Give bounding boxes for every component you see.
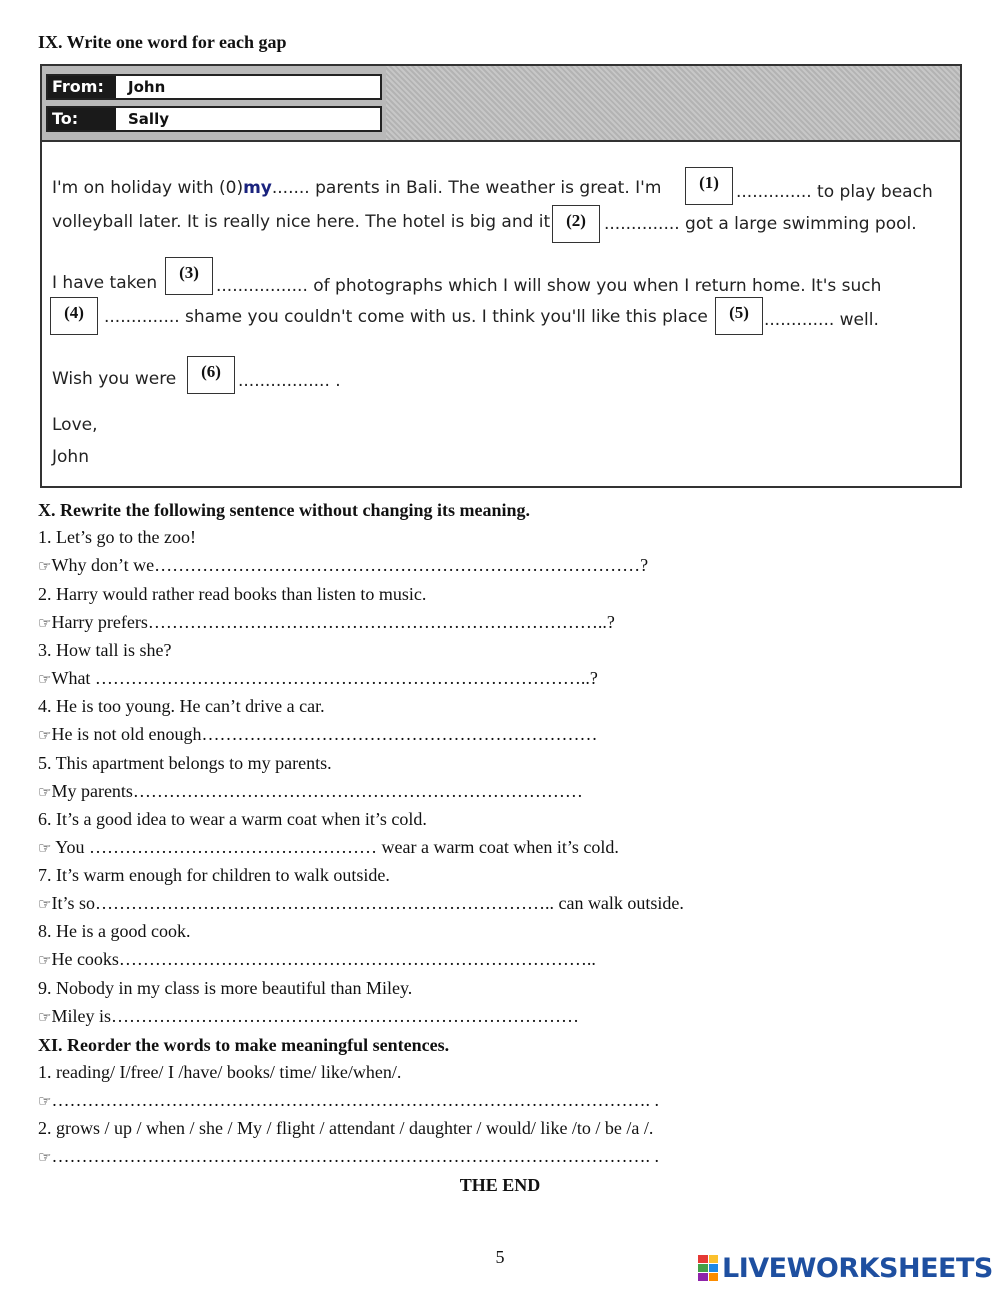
rewrite-a9-text: Miley is…………………………………………………………………… — [51, 1006, 579, 1026]
email-line-2-end: .............. got a large swimming pool. — [604, 214, 917, 234]
to-row — [46, 106, 382, 132]
reorder-a1-text: ………………………………………………………………………………………. . — [51, 1090, 659, 1110]
email-header — [42, 66, 960, 142]
email-line-3-end: ................. of photographs which I will show you when I return home. It's such — [216, 276, 882, 296]
email-signature: John — [52, 447, 89, 467]
rewrite-a9[interactable] — [38, 1006, 579, 1027]
reorder-a2[interactable] — [38, 1146, 659, 1167]
rewrite-a3-text: What ………………………………………………………………………..? — [51, 668, 598, 688]
rewrite-a1-text: Why don’t we………………………………………………………………………? — [51, 555, 649, 575]
gap-1-input[interactable]: (1) — [685, 167, 733, 205]
pointing-hand-icon: ☞ — [38, 1010, 52, 1026]
rewrite-a5-text: My parents………………………………………………………………… — [51, 781, 583, 801]
page-number: 5 — [495, 1247, 505, 1267]
pointing-hand-icon: ☞ — [38, 1150, 52, 1166]
email-header-texture — [386, 66, 960, 140]
email-line-5-start: Wish you were — [52, 369, 177, 389]
email-line-1a — [52, 178, 661, 198]
liveworksheets-logo-icon — [698, 1255, 718, 1281]
rewrite-q7: 7. It’s warm enough for children to walk outside. — [38, 865, 390, 885]
reorder-a1[interactable] — [38, 1090, 659, 1111]
pointing-hand-icon: ☞ — [38, 559, 52, 575]
liveworksheets-brand[interactable] — [698, 1252, 993, 1284]
from-label: From: — [48, 76, 116, 98]
from-row — [46, 74, 382, 100]
email-line-1-mid: ....... parents in Bali. The weather is great. I'm — [271, 178, 662, 198]
rewrite-q3: 3. How tall is she? — [38, 640, 172, 660]
rewrite-a1[interactable] — [38, 555, 648, 576]
pointing-hand-icon: ☞ — [38, 897, 52, 913]
rewrite-a8-text: He cooks…………………………………………………………………….. — [51, 949, 596, 969]
example-answer: my — [243, 178, 272, 198]
gap-2-input[interactable]: (2) — [552, 205, 600, 243]
brand-name: LIVEWORKSHEETS — [722, 1252, 993, 1284]
rewrite-a7[interactable] — [38, 893, 684, 914]
email-line-3-start: I have taken — [52, 273, 158, 293]
from-value: John — [128, 78, 166, 96]
rewrite-q6: 6. It’s a good idea to wear a warm coat when it’s cold. — [38, 809, 427, 829]
rewrite-a5[interactable] — [38, 781, 583, 802]
rewrite-a8[interactable] — [38, 949, 596, 970]
section-10-title: X. Rewrite the following sentence without changing its meaning. — [38, 500, 530, 520]
pointing-hand-icon: ☞ — [38, 785, 52, 801]
pointing-hand-icon: ☞ — [38, 728, 52, 744]
email-line-2-start: volleyball later. It is really nice here. The hotel is big and it — [52, 212, 551, 232]
rewrite-a3[interactable] — [38, 668, 598, 689]
rewrite-a4[interactable] — [38, 724, 597, 745]
email-line-4-start: .............. shame you couldn't come with us. I think you'll like this place — [104, 307, 708, 327]
rewrite-a4-text: He is not old enough………………………………………………………… — [51, 724, 598, 744]
email-line-1-end: .............. to play beach — [736, 182, 933, 202]
reorder-q1: 1. reading/ I/free/ I /have/ books/ time/ like/when/. — [38, 1062, 402, 1082]
gap-5-input[interactable]: (5) — [715, 297, 763, 335]
gap-3-input[interactable]: (3) — [165, 257, 213, 295]
pointing-hand-icon: ☞ — [38, 1094, 52, 1110]
section-9-title: IX. Write one word for each gap — [38, 32, 287, 52]
rewrite-q9: 9. Nobody in my class is more beautiful than Miley. — [38, 978, 413, 998]
rewrite-q5: 5. This apartment belongs to my parents. — [38, 753, 332, 773]
pointing-hand-icon: ☞ — [38, 841, 52, 857]
email-line-1-start: I'm on holiday with (0) — [52, 178, 244, 198]
reorder-a2-text: ………………………………………………………………………………………. . — [51, 1146, 659, 1166]
the-end: THE END — [459, 1175, 541, 1195]
pointing-hand-icon: ☞ — [38, 616, 52, 632]
gap-4-input[interactable]: (4) — [50, 297, 98, 335]
to-value: Sally — [128, 110, 169, 128]
rewrite-a7-text: It’s so………………………………………………………………….. can walk outside. — [51, 893, 684, 913]
rewrite-a2-text: Harry prefers…………………………………………………………………..? — [51, 612, 615, 632]
rewrite-q4: 4. He is too young. He can’t drive a car. — [38, 696, 325, 716]
gap-6-input[interactable]: (6) — [187, 356, 235, 394]
rewrite-q1: 1. Let’s go to the zoo! — [38, 527, 196, 547]
rewrite-q8: 8. He is a good cook. — [38, 921, 191, 941]
to-label: To: — [48, 108, 116, 130]
section-11-title: XI. Reorder the words to make meaningful sentences. — [38, 1035, 450, 1055]
reorder-q2: 2. grows / up / when / she / My / flight / attendant / daughter / would/ like /to / be /a /. — [38, 1118, 654, 1138]
rewrite-a6-text: You ………………………………………… wear a warm coat when it’s cold. — [51, 837, 619, 857]
pointing-hand-icon: ☞ — [38, 672, 52, 688]
email-closing: Love, — [52, 415, 98, 435]
email-line-4-end: ............. well. — [764, 310, 879, 330]
email-line-5-end: ................. . — [238, 371, 341, 391]
pointing-hand-icon: ☞ — [38, 953, 52, 969]
rewrite-a2[interactable] — [38, 612, 615, 633]
rewrite-q2: 2. Harry would rather read books than listen to music. — [38, 584, 427, 604]
rewrite-a6[interactable] — [38, 837, 619, 858]
